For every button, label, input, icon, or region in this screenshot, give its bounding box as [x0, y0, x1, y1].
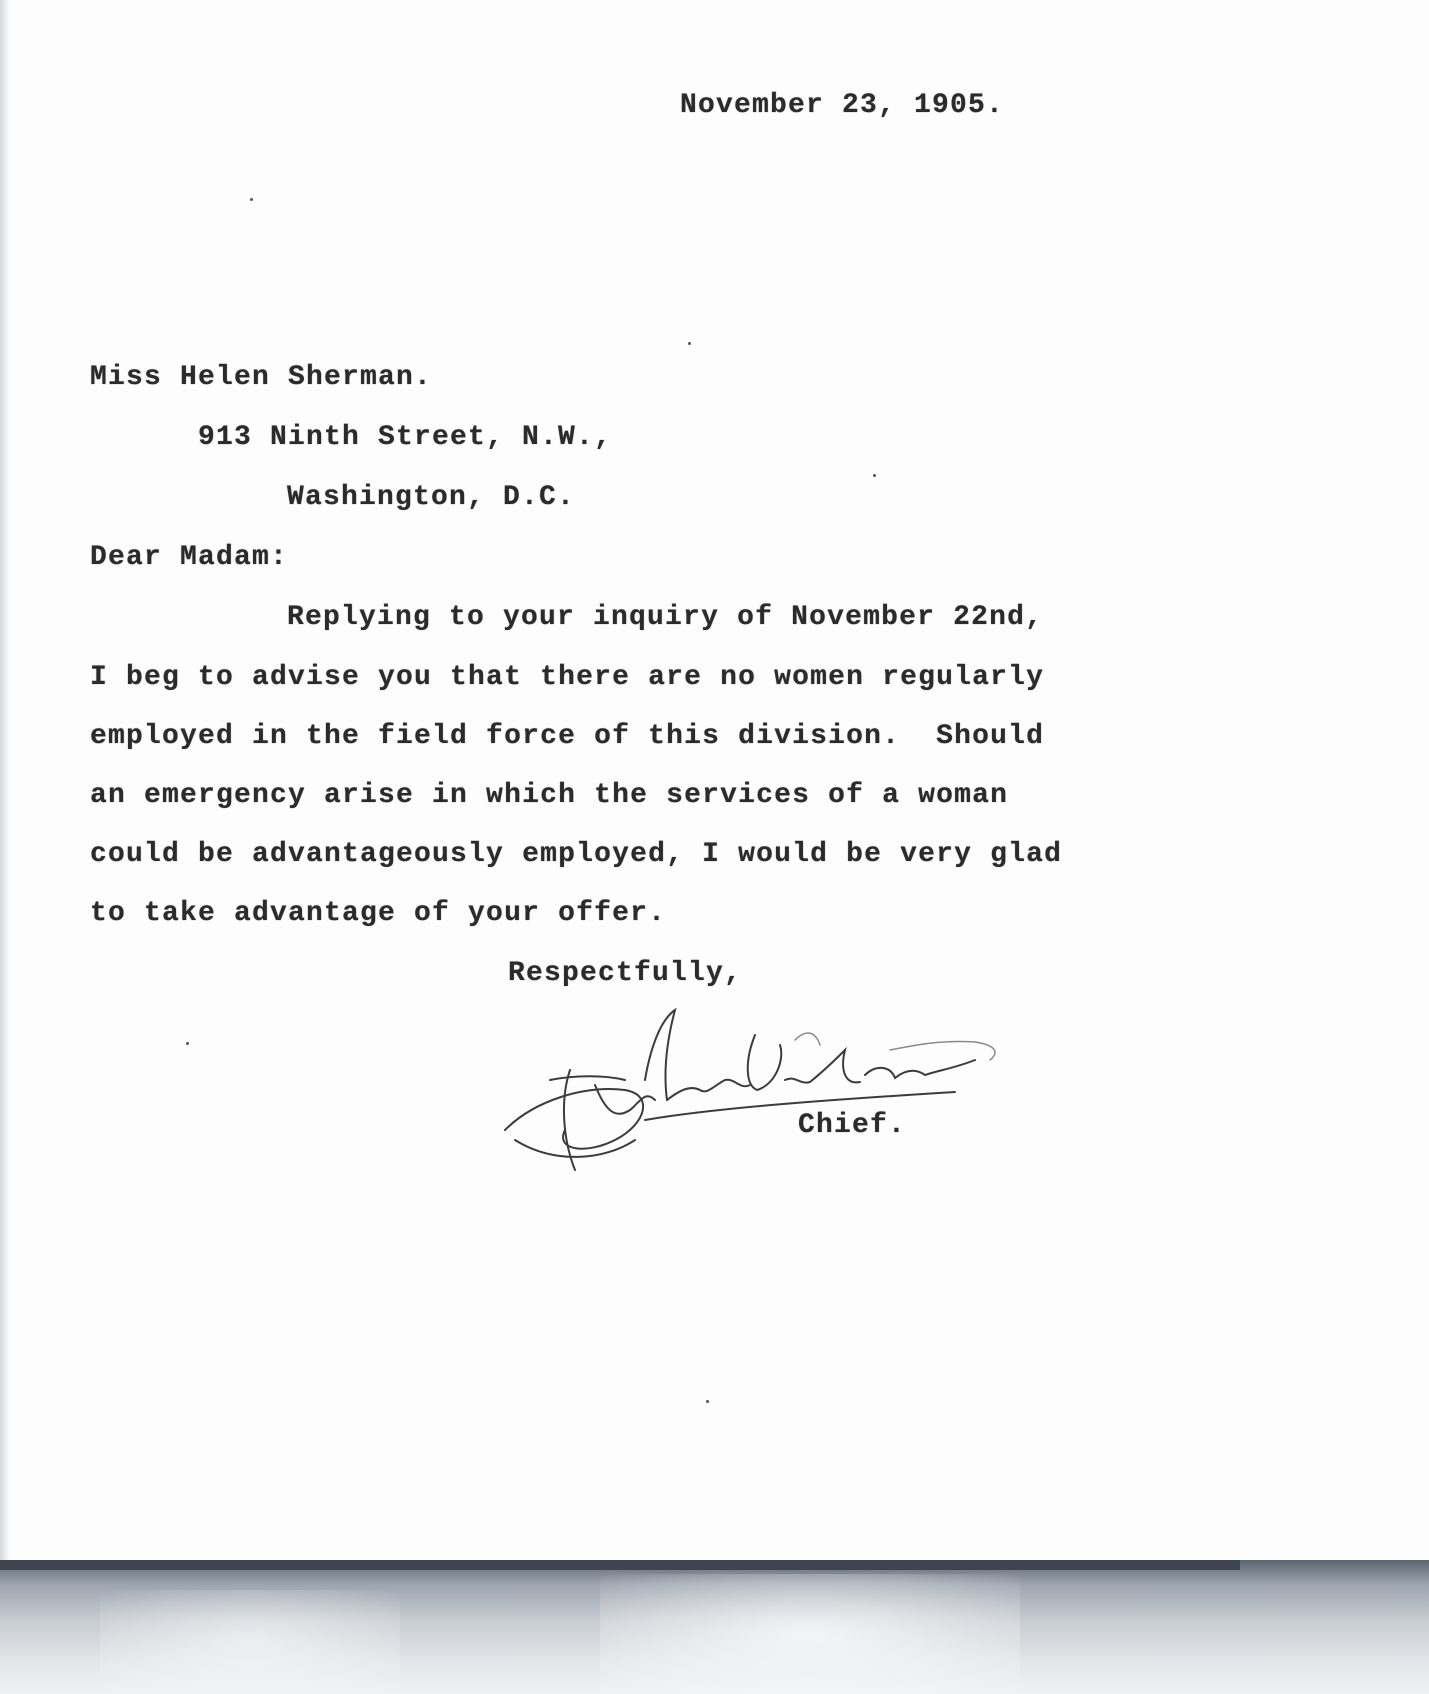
handwritten-signature	[495, 990, 1095, 1180]
scan-bottom-edge	[0, 1560, 1429, 1694]
scan-glare	[600, 1574, 1020, 1694]
signer-title: Chief.	[798, 1110, 907, 1141]
closing: Respectfully,	[508, 958, 743, 989]
scan-speck	[706, 1400, 709, 1403]
body-line: to take advantage of your offer.	[90, 898, 667, 929]
body-line: could be advantageously employed, I would be very glad	[90, 839, 1063, 870]
scan-speck	[250, 198, 253, 201]
address-line-1: 913 Ninth Street, N.W.,	[198, 422, 613, 453]
paper-fold-shadow	[0, 1560, 1240, 1570]
salutation: Dear Madam:	[90, 542, 289, 573]
body-line: Replying to your inquiry of November 22nd,	[287, 602, 1044, 633]
scan-left-edge	[0, 0, 10, 1694]
body-line: an emergency arise in which the services of a woman	[90, 780, 1009, 811]
recipient-name: Miss Helen Sherman.	[90, 362, 433, 393]
scan-speck	[186, 1042, 189, 1045]
address-line-2: Washington, D.C.	[287, 482, 576, 513]
letter-date: November 23, 1905.	[680, 90, 1005, 121]
body-line: I beg to advise you that there are no women regularly	[90, 662, 1045, 693]
scan-speck	[688, 342, 691, 345]
scan-glare	[100, 1590, 400, 1690]
body-line: employed in the field force of this division. Should	[90, 721, 1045, 752]
scan-speck	[873, 474, 876, 477]
